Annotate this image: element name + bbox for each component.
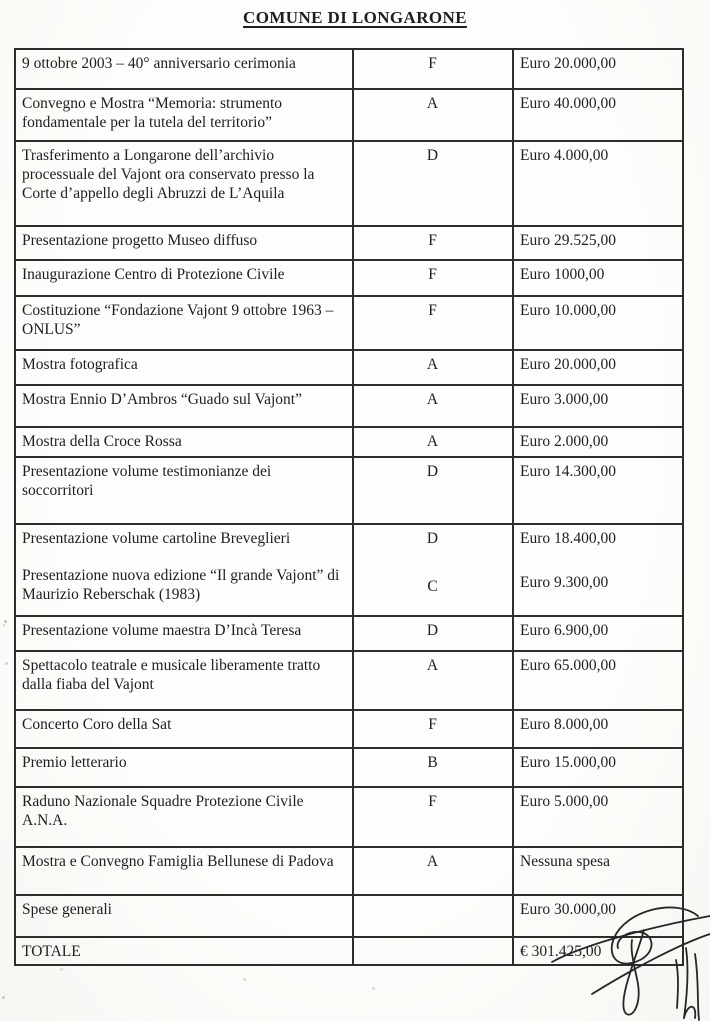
code-cell [353, 350, 513, 385]
code-cell [353, 847, 513, 895]
code-cell [353, 748, 513, 787]
row-amount: Euro 65.000,00 [520, 657, 617, 674]
description-cell [15, 296, 353, 350]
description-cell [15, 524, 353, 616]
description-cell [15, 847, 353, 895]
row-description: 9 ottobre 2003 – 40° anniversario cerimonia [22, 55, 296, 72]
row-code: D [426, 147, 439, 164]
row-amount: Euro 6.900,00 [520, 622, 609, 639]
row-code: A [426, 391, 439, 408]
description-cell [15, 427, 353, 457]
code-cell [353, 937, 513, 965]
table-row [15, 524, 683, 616]
code-cell [353, 49, 513, 89]
row-code: F [428, 266, 437, 283]
table-row [15, 350, 683, 385]
description-cell [15, 748, 353, 787]
row-amount: Nessuna spesa [520, 853, 610, 870]
row-description: Costituzione “Fondazione Vajont 9 ottobre 1963 – ONLUS” [22, 302, 334, 338]
scan-speck [3, 624, 5, 626]
description-cell [15, 457, 353, 524]
row-amount: € 301.425,00 [520, 943, 602, 960]
amount-cell [513, 141, 683, 226]
row-description: Mostra fotografica [22, 356, 138, 373]
row-amount: Euro 8.000,00 [520, 716, 609, 733]
row-amount: Euro 10.000,00 [520, 302, 617, 319]
table-row [15, 226, 683, 260]
scan-speck [2, 996, 5, 999]
description-cell [15, 787, 353, 847]
code-cell [353, 787, 513, 847]
row-description: Presentazione volume testimonianze dei soccorritori [22, 463, 272, 499]
row-amount: Euro 40.000,00 [520, 95, 617, 112]
amount-cell [513, 226, 683, 260]
row-code: D [426, 622, 439, 639]
amount-cell [513, 710, 683, 748]
table-row [15, 427, 683, 457]
expenses-table [14, 48, 684, 966]
amount-cell [513, 260, 683, 296]
table-row [15, 787, 683, 847]
table-row [15, 616, 683, 651]
row-amount: Euro 29.525,00 [520, 232, 617, 249]
code-cell [353, 710, 513, 748]
row-amount: Euro 3.000,00 [520, 391, 609, 408]
row-description: Presentazione progetto Museo diffuso [22, 232, 258, 249]
row-amount: Euro 5.000,00 [520, 793, 609, 810]
code-cell [353, 616, 513, 651]
row-description: Mostra e Convegno Famiglia Bellunese di Padova [22, 853, 334, 870]
amount-cell [513, 651, 683, 710]
row-code: A [426, 657, 439, 674]
code-cell [353, 385, 513, 427]
row-description: TOTALE [22, 943, 81, 960]
scan-speck [4, 620, 7, 623]
scan-speck [5, 662, 8, 665]
row-description: Inaugurazione Centro di Protezione Civile [22, 266, 285, 283]
description-cell [15, 616, 353, 651]
row-description: Raduno Nazionale Squadre Protezione Civile A.N.A. [22, 793, 304, 829]
row-description: Spettacolo teatrale e musicale liberamente tratto dalla fiaba del Vajont [22, 657, 321, 693]
table-row [15, 385, 683, 427]
amount-cell [513, 296, 683, 350]
row-code: D [426, 463, 439, 480]
row-description: Spese generali [22, 901, 112, 918]
row-description: Presentazione nuova edizione “Il grande Vajont” di Maurizio Reberschak (1983) [22, 567, 340, 603]
amount-cell [513, 748, 683, 787]
row-code: A [426, 356, 439, 373]
amount-cell [513, 457, 683, 524]
description-cell [15, 651, 353, 710]
row-amount: Euro 2.000,00 [520, 433, 609, 450]
description-cell [15, 141, 353, 226]
description-cell [15, 260, 353, 296]
row-amount: Euro 9.300,00 [520, 574, 609, 591]
description-cell [15, 350, 353, 385]
scan-speck [243, 978, 246, 981]
row-amount: Euro 1000,00 [520, 266, 605, 283]
scan-speck [60, 968, 63, 971]
description-cell [15, 49, 353, 89]
table-row [15, 296, 683, 350]
row-amount: Euro 14.300,00 [520, 463, 617, 480]
row-description: Presentazione volume maestra D’Incà Teresa [22, 622, 302, 639]
code-cell [353, 296, 513, 350]
description-cell [15, 385, 353, 427]
row-amount: Euro 4.000,00 [520, 147, 609, 164]
row-description: Presentazione volume cartoline Breveglieri [22, 530, 291, 547]
table-row [15, 847, 683, 895]
row-code: C [427, 578, 438, 595]
code-cell [353, 651, 513, 710]
description-cell [15, 89, 353, 141]
code-cell [353, 141, 513, 226]
code-cell [353, 260, 513, 296]
row-code: A [426, 95, 439, 112]
code-cell [353, 427, 513, 457]
amount-cell [513, 385, 683, 427]
description-cell [15, 937, 353, 965]
row-amount: Euro 18.400,00 [520, 530, 617, 547]
scan-speck [372, 987, 375, 990]
row-code: F [428, 302, 437, 319]
row-amount: Euro 30.000,00 [520, 901, 617, 918]
row-code: D [426, 530, 439, 547]
handwritten-signature [548, 896, 710, 1021]
row-description: Convegno e Mostra “Memoria: strumento fondamentale per la tutela del territorio” [22, 95, 283, 131]
amount-cell [513, 787, 683, 847]
code-cell [353, 89, 513, 141]
table-row [15, 457, 683, 524]
row-code: F [428, 232, 437, 249]
code-cell [353, 524, 513, 616]
row-description: Mostra della Croce Rossa [22, 433, 182, 450]
row-amount: Euro 20.000,00 [520, 356, 617, 373]
row-amount: Euro 20.000,00 [520, 55, 617, 72]
table-row [15, 260, 683, 296]
amount-cell [513, 89, 683, 141]
table-row [15, 748, 683, 787]
amount-cell [513, 49, 683, 89]
row-description: Premio letterario [22, 754, 127, 771]
description-cell [15, 226, 353, 260]
row-code: F [428, 716, 437, 733]
table-row [15, 710, 683, 748]
page-title-text: COMUNE DI LONGARONE [243, 8, 467, 27]
row-amount: Euro 15.000,00 [520, 754, 617, 771]
row-description: Concerto Coro della Sat [22, 716, 172, 733]
row-code: F [428, 793, 437, 810]
table-row [15, 49, 683, 89]
row-code: F [428, 55, 437, 72]
amount-cell [513, 616, 683, 651]
row-description: Trasferimento a Longarone dell’archivio processuale del Vajont ora conservato presso la Corte d’appello degli Abruzzi de L’Aquila [22, 147, 315, 202]
table-row [15, 141, 683, 226]
page-title [0, 7, 710, 29]
row-code: B [427, 754, 438, 771]
table-row [15, 651, 683, 710]
description-cell [15, 895, 353, 937]
row-description: Mostra Ennio D’Ambros “Guado sul Vajont” [22, 391, 302, 408]
description-cell [15, 710, 353, 748]
amount-cell [513, 427, 683, 457]
table-row [15, 89, 683, 141]
amount-cell [513, 524, 683, 616]
code-cell [353, 895, 513, 937]
code-cell [353, 457, 513, 524]
row-code: A [426, 853, 439, 870]
code-cell [353, 226, 513, 260]
amount-cell [513, 350, 683, 385]
row-code: A [426, 433, 439, 450]
amount-cell [513, 847, 683, 895]
